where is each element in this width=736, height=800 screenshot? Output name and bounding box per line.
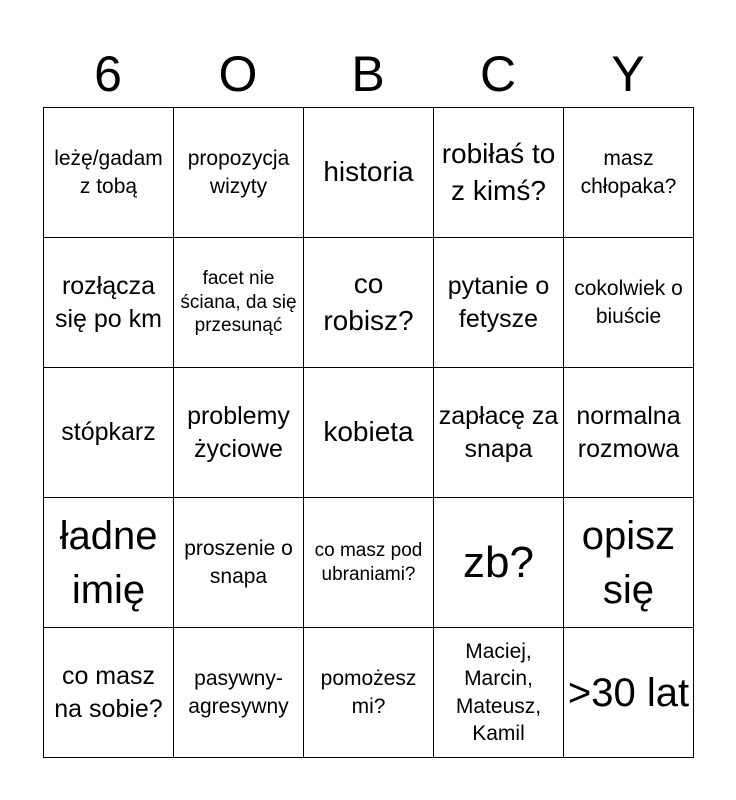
cell-text: problemy życiowe (187, 402, 290, 463)
cell-text: cokolwiek o biuście (574, 277, 683, 328)
bingo-cell-r5c5[interactable] (564, 628, 694, 758)
header-letter-1: 6 (94, 46, 122, 102)
cell-text: pasywny-agresywny (188, 667, 289, 718)
bingo-cell-r2c4[interactable] (434, 238, 564, 368)
header-letter-3: B (351, 46, 385, 102)
cell-text: leżę/gadam z tobą (54, 147, 163, 198)
header-letter-5: Y (611, 46, 645, 102)
bingo-cell-r3c5[interactable] (564, 368, 694, 498)
cell-text: pomożesz mi? (320, 667, 417, 718)
bingo-cell-r5c4[interactable] (434, 628, 564, 758)
bingo-cell-r4c1[interactable] (44, 498, 174, 628)
bingo-cell-r2c1[interactable] (44, 238, 174, 368)
cell-text: co robisz? (323, 267, 414, 336)
header-letter-2: O (218, 46, 258, 102)
bingo-cell-r5c1[interactable] (44, 628, 174, 758)
bingo-board (43, 107, 694, 758)
bingo-cell-r3c4[interactable] (434, 368, 564, 498)
bingo-cell-r1c4[interactable] (434, 108, 564, 238)
bingo-cell-r4c4[interactable] (434, 498, 564, 628)
bingo-cell-r2c3[interactable] (304, 238, 434, 368)
bingo-cell-r1c5[interactable] (564, 108, 694, 238)
bingo-cell-r5c2[interactable] (174, 628, 304, 758)
cell-text: robiłaś to z kimś? (441, 137, 556, 206)
bingo-header (43, 40, 693, 108)
cell-text: normalna rozmowa (576, 402, 681, 463)
cell-text: ładne imię (59, 513, 158, 612)
bingo-cell-r2c5[interactable] (564, 238, 694, 368)
cell-text: historia (323, 156, 414, 188)
cell-text: masz chłopaka? (580, 147, 677, 198)
bingo-cell-r1c3[interactable] (304, 108, 434, 238)
cell-text: zapłacę za snapa (438, 402, 559, 463)
cell-text: rozłącza się po km (55, 272, 162, 333)
bingo-cell-r2c2[interactable] (174, 238, 304, 368)
cell-text: pytanie o fetysze (447, 272, 550, 333)
cell-text: stópkarz (61, 418, 156, 447)
cell-text: Maciej, Marcin, Mateusz, Kamil (455, 639, 542, 745)
cell-text: zb? (463, 537, 534, 587)
cell-text: propozycja wizyty (187, 147, 290, 198)
bingo-cell-r5c3[interactable] (304, 628, 434, 758)
cell-text: facet nie ściana, da się przesunąć (180, 267, 297, 337)
cell-text: co masz na sobie? (54, 662, 163, 723)
header-letter-4: C (479, 46, 517, 102)
bingo-cell-r3c3[interactable] (304, 368, 434, 498)
bingo-cell-r4c3[interactable] (304, 498, 434, 628)
cell-text: opisz się (581, 513, 676, 612)
bingo-cell-r3c2[interactable] (174, 368, 304, 498)
bingo-cell-r3c1[interactable] (44, 368, 174, 498)
bingo-cell-r4c2[interactable] (174, 498, 304, 628)
cell-text: >30 lat (567, 670, 690, 715)
bingo-cell-r4c5[interactable] (564, 498, 694, 628)
bingo-cell-r1c1[interactable] (44, 108, 174, 238)
cell-text: kobieta (323, 416, 414, 448)
cell-text: co masz pod ubraniami? (314, 539, 423, 585)
bingo-cell-r1c2[interactable] (174, 108, 304, 238)
cell-text: proszenie o snapa (184, 537, 293, 588)
